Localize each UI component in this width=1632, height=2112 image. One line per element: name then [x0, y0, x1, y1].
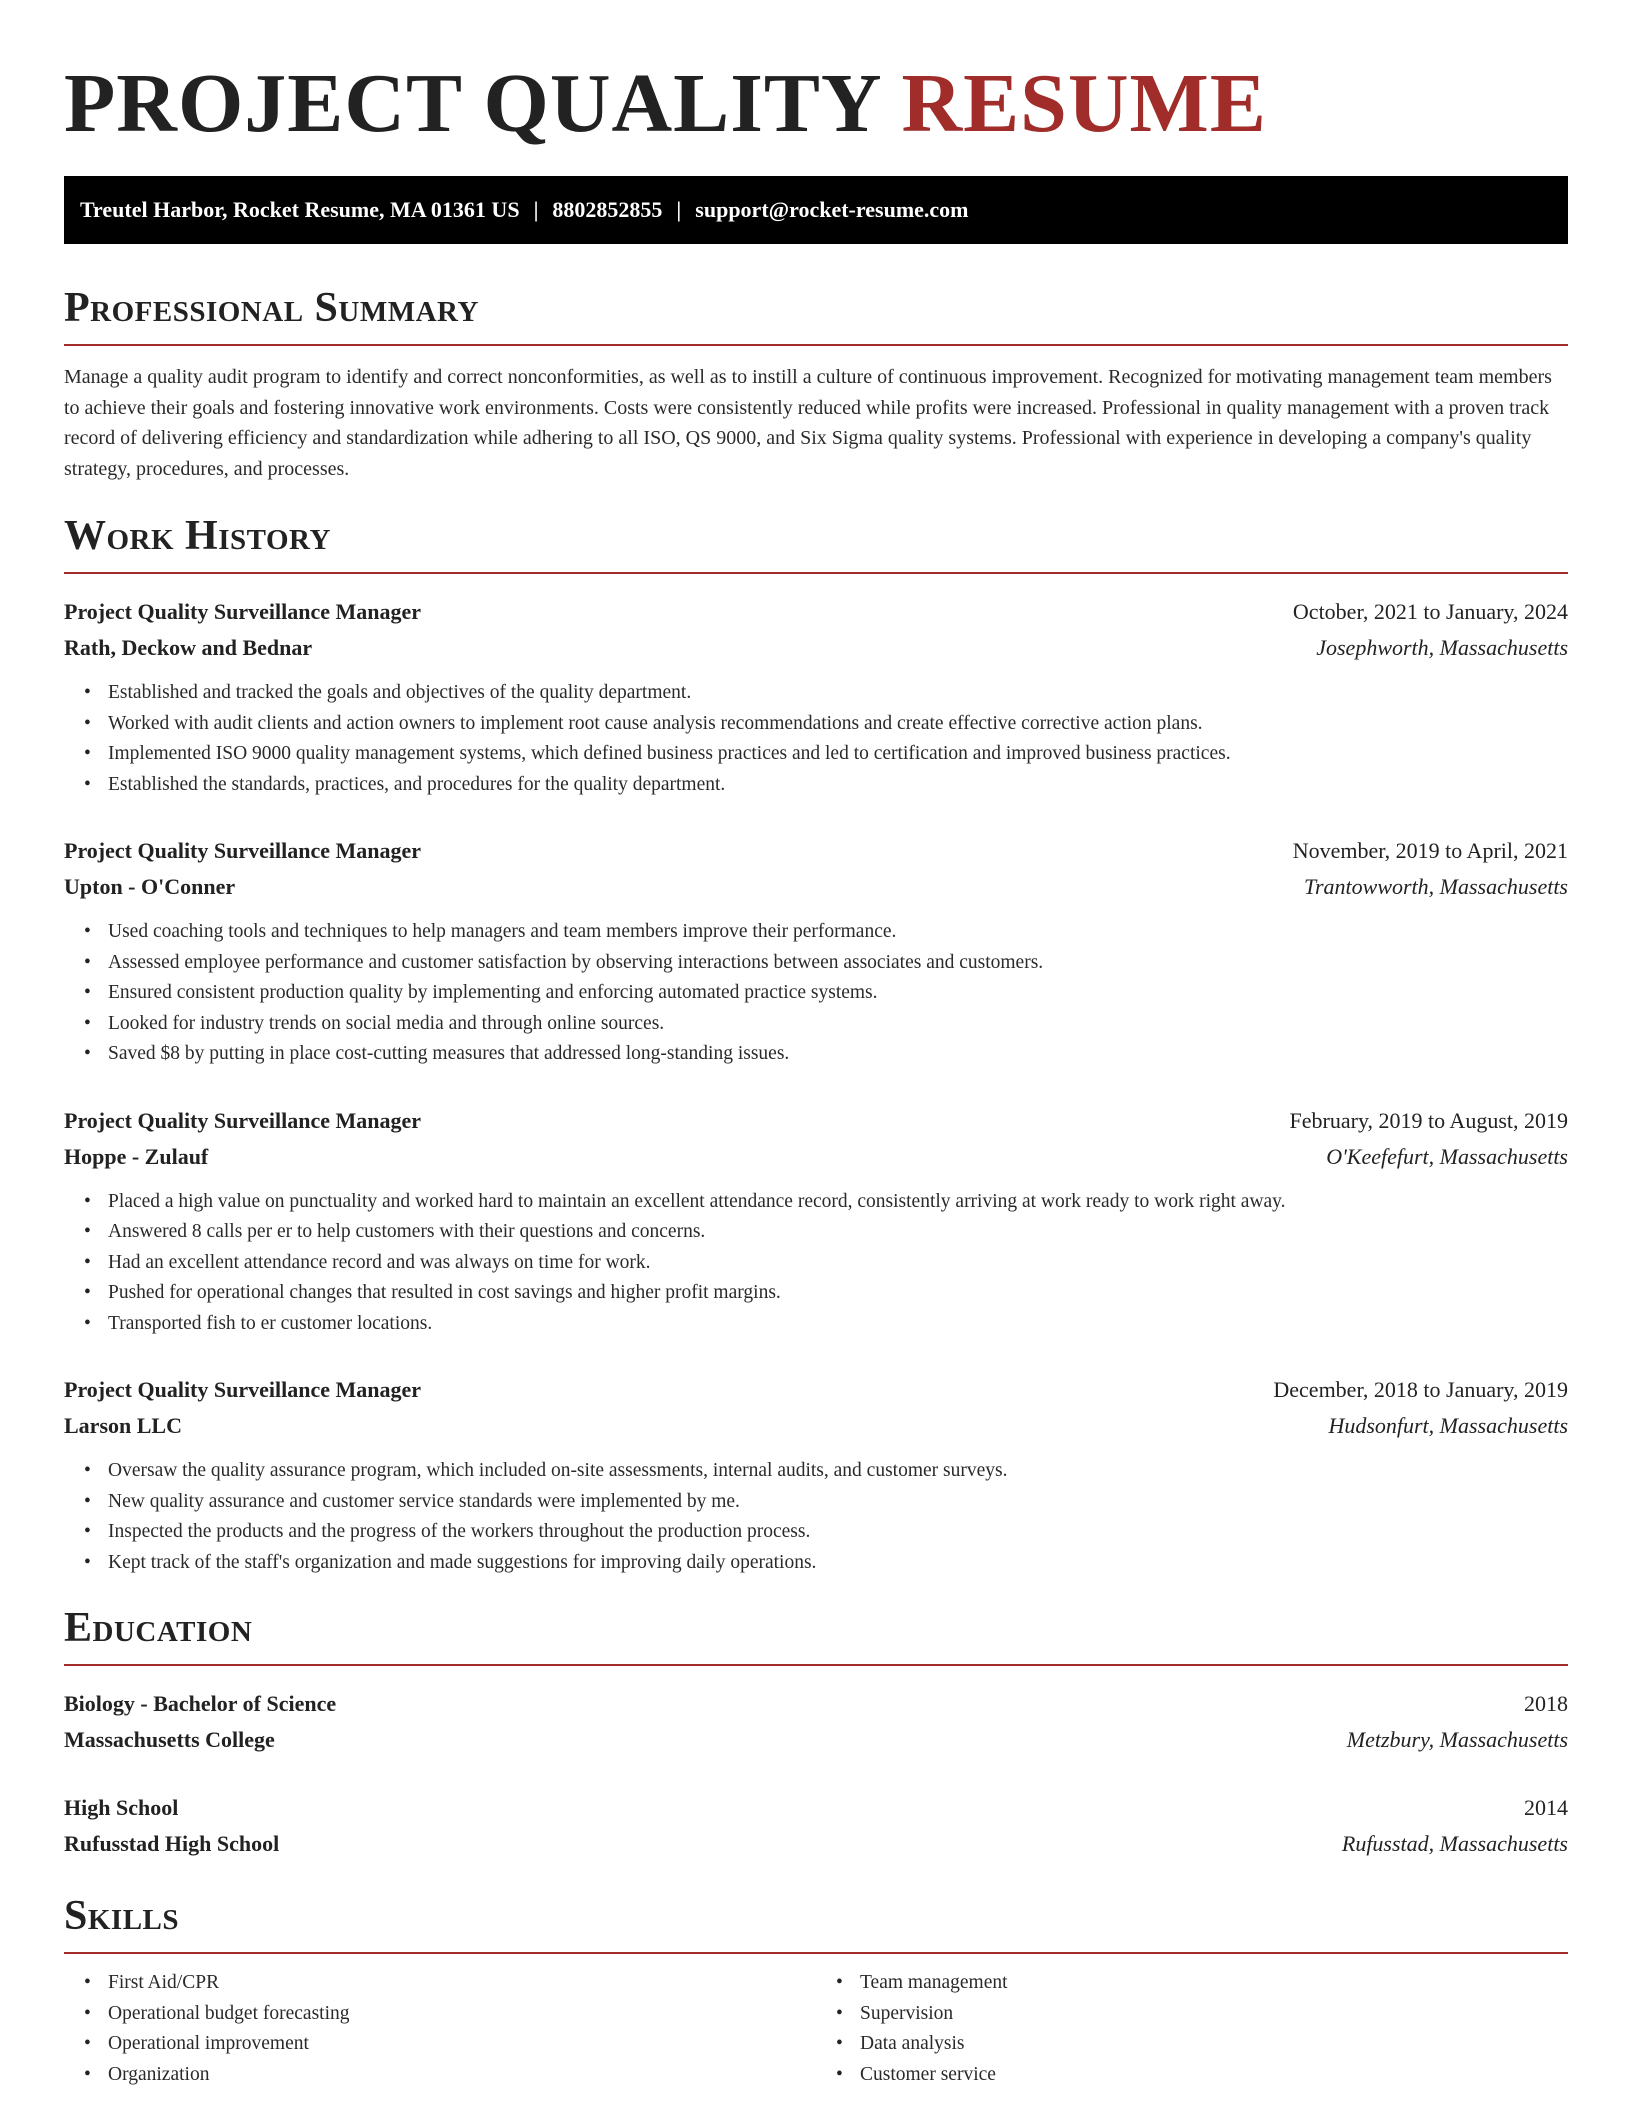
job-dates: December, 2018 to January, 2019	[1273, 1377, 1568, 1402]
skill-item: • Organization	[108, 2060, 816, 2091]
job-location: Trantowworth, Massachusetts	[1303, 874, 1568, 899]
job-bullet-list	[64, 917, 1568, 1070]
skill-item: • Customer service	[860, 2060, 1568, 2091]
resume-title-main: PROJECT QUALITY	[64, 57, 880, 150]
education-year: 2018	[1524, 1691, 1568, 1716]
education-degree: Biology - Bachelor of Science	[64, 1691, 337, 1716]
job-bullet: • Pushed for operational changes that resulted in cost savings and higher profit margins.	[108, 1278, 1568, 1309]
job-header-row	[64, 833, 1568, 869]
job-dates: November, 2019 to April, 2021	[1292, 838, 1568, 863]
education-header-row	[64, 1686, 1568, 1722]
summary-text: Manage a quality audit program to identify and correct nonconformities, as well as to instill a culture of continuous improvement. Recognized for motivating management team members to achieve their goals and fostering innovative work environments. Costs were consistently reduced while profits were increased. Professional in quality management with a proven track record of delivering efficiency and standardization while adhering to all ISO, QS 9000, and Six Sigma quality systems. Professional with experience in developing a company's quality strategy, procedures, and processes.	[64, 366, 1552, 480]
job-bullet: • Established and tracked the goals and objectives of the quality department.	[108, 678, 1568, 709]
job-company: Rath, Deckow and Bednar	[64, 635, 313, 660]
resume-title-accent: RESUME	[901, 57, 1267, 150]
job-company-row	[64, 1139, 1568, 1175]
contact-bar	[64, 176, 1568, 244]
job-bullet-list	[64, 1187, 1568, 1340]
job-bullet: • Looked for industry trends on social media and through online sources.	[108, 1009, 1568, 1040]
job-location: Josephworth, Massachusetts	[1316, 635, 1568, 660]
education-location: Rufusstad, Massachusetts	[1341, 1831, 1568, 1856]
education-school-row	[64, 1826, 1568, 1862]
resume-page	[64, 0, 1568, 2090]
section-divider	[64, 572, 1568, 574]
work-history-section	[64, 512, 1568, 1578]
education-year: 2014	[1524, 1795, 1568, 1820]
education-entry	[64, 1686, 1568, 1758]
education-school-row	[64, 1722, 1568, 1758]
skill-item: • Operational budget forecasting	[108, 1999, 816, 2030]
job-bullet: • New quality assurance and customer service standards were implemented by me.	[108, 1487, 1568, 1518]
job-bullet: • Oversaw the quality assurance program, which included on-site assessments, internal audits, and customer surveys.	[108, 1456, 1568, 1487]
section-title-work-history: Work History	[64, 513, 331, 559]
education-header-row	[64, 1790, 1568, 1826]
contact-separator: |	[533, 197, 539, 222]
section-divider	[64, 344, 1568, 346]
skill-item: • Operational improvement	[108, 2029, 816, 2060]
job-entry	[64, 1372, 1568, 1578]
job-position: Project Quality Surveillance Manager	[64, 838, 422, 863]
job-bullet: • Worked with audit clients and action owners to implement root cause analysis recommendations and create effective corrective action plans.	[108, 709, 1568, 740]
skill-item: • Supervision	[860, 1999, 1568, 2030]
job-bullet: • Answered 8 calls per er to help customers with their questions and concerns.	[108, 1217, 1568, 1248]
job-header-row	[64, 594, 1568, 630]
contact-address: Treutel Harbor, Rocket Resume, MA 01361 US	[80, 197, 520, 222]
job-bullet: • Ensured consistent production quality by implementing and enforcing automated practice systems.	[108, 978, 1568, 1009]
job-header-row	[64, 1372, 1568, 1408]
skills-section	[64, 1892, 1568, 2090]
job-bullet: • Assessed employee performance and customer satisfaction by observing interactions between associates and customers.	[108, 948, 1568, 979]
job-position: Project Quality Surveillance Manager	[64, 599, 422, 624]
job-entry	[64, 833, 1568, 1070]
section-divider	[64, 1664, 1568, 1666]
education-degree: High School	[64, 1795, 179, 1820]
job-company-row	[64, 869, 1568, 905]
job-position: Project Quality Surveillance Manager	[64, 1107, 422, 1133]
job-bullet: • Implemented ISO 9000 quality management systems, which defined business practices and led to certification and improved business practices.	[108, 739, 1568, 770]
section-divider	[64, 1952, 1568, 1954]
job-bullet-list	[64, 1456, 1568, 1578]
job-bullet: • Used coaching tools and techniques to help managers and team members improve their performance.	[108, 917, 1568, 948]
job-bullet: • Saved $8 by putting in place cost-cutting measures that addressed long-standing issues.	[108, 1039, 1568, 1070]
job-company-row	[64, 1408, 1568, 1444]
skill-item: • First Aid/CPR	[108, 1968, 816, 1999]
education-school: Rufusstad High School	[64, 1831, 280, 1856]
education-school: Massachusetts College	[64, 1727, 275, 1752]
resume-title	[64, 0, 1568, 152]
section-title-summary: Professional Summary	[64, 285, 479, 331]
skill-item: • Data analysis	[860, 2029, 1568, 2060]
job-bullet: • Placed a high value on punctuality and worked hard to maintain an excellent attendance record, consistently arriving at work ready to work right away.	[108, 1187, 1568, 1218]
job-company: Upton - O'Conner	[64, 874, 236, 899]
job-header-row	[64, 1103, 1568, 1139]
education-section	[64, 1604, 1568, 1862]
skill-item: • Team management	[860, 1968, 1568, 1999]
job-bullet: • Kept track of the staff's organization and made suggestions for improving daily operations.	[108, 1548, 1568, 1579]
job-dates: October, 2021 to January, 2024	[1292, 599, 1568, 624]
job-bullet: • Established the standards, practices, and procedures for the quality department.	[108, 770, 1568, 801]
professional-summary-section	[64, 284, 1568, 484]
skills-list-left	[64, 1968, 816, 2090]
job-company: Larson LLC	[64, 1413, 182, 1438]
education-entry	[64, 1790, 1568, 1862]
skills-columns	[64, 1968, 1568, 2090]
skills-list-right	[816, 1968, 1568, 2090]
job-company-row	[64, 630, 1568, 666]
education-location: Metzbury, Massachusetts	[1346, 1727, 1568, 1752]
job-location: O'Keefefurt, Massachusetts	[1326, 1143, 1568, 1169]
job-bullet-list	[64, 678, 1568, 800]
job-bullet: • Inspected the products and the progress of the workers throughout the production process.	[108, 1517, 1568, 1548]
section-title-skills: Skills	[64, 1893, 180, 1939]
contact-phone: 8802852855	[552, 197, 663, 222]
job-dates: February, 2019 to August, 2019	[1289, 1107, 1568, 1133]
job-entry	[64, 594, 1568, 800]
contact-separator: |	[676, 197, 682, 222]
section-title-education: Education	[64, 1605, 253, 1651]
job-bullet: • Transported fish to er customer locations.	[108, 1309, 1568, 1340]
job-bullet: • Had an excellent attendance record and was always on time for work.	[108, 1248, 1568, 1279]
job-position: Project Quality Surveillance Manager	[64, 1377, 422, 1402]
job-entry	[64, 1103, 1568, 1340]
contact-email: support@rocket-resume.com	[695, 197, 969, 222]
job-company: Hoppe - Zulauf	[64, 1143, 209, 1169]
job-location: Hudsonfurt, Massachusetts	[1328, 1413, 1568, 1438]
